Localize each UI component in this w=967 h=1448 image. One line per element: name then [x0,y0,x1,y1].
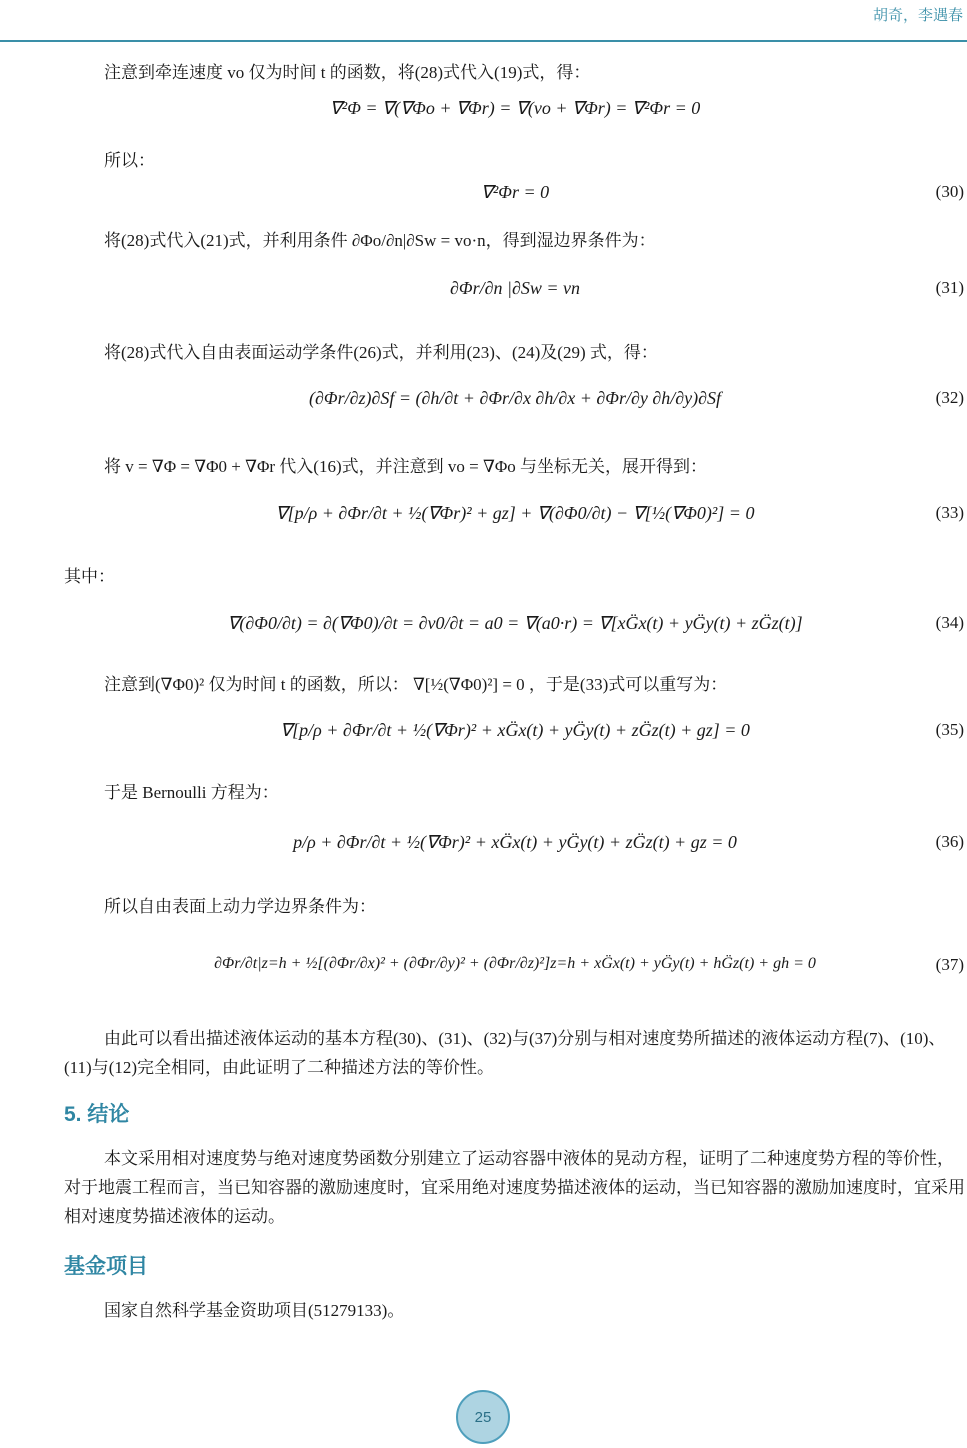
equation-36 [64,832,966,853]
equation-31 [64,278,966,299]
equation-text: (∂Φr/∂z)∂Sf = (∂h/∂t + ∂Φr/∂x ∂h/∂x + ∂Φr/∂y ∂h/∂y)∂Sf [308,388,722,408]
equation-number: (30) [935,182,964,201]
equation-33 [64,503,966,524]
equation-text: ∇²Φ = ∇(∇Φo + ∇Φr) = ∇(vo + ∇Φr) = ∇²Φr = 0 [329,98,701,118]
equation-text: ∇(∂Φ0/∂t) = ∂(∇Φ0)/∂t = ∂v0/∂t = a0 = ∇(a0·r) = ∇[xG̈x(t) + yG̈y(t) + zG̈z(t)] [227,613,803,633]
paragraph: 国家自然科学基金资助项目(51279133)。 [104,1301,405,1320]
equation-text: ∇[p/ρ + ∂Φr/∂t + ½(∇Φr)² + gz] + ∇(∂Φ0/∂t) − ∇[½(∇Φ0)²] = 0 [275,503,755,523]
equation-34 [64,613,966,634]
paragraph: 其中： [64,567,115,586]
section-heading: 5. 结论 [64,1103,130,1126]
paragraph: 本文采用相对速度势与绝对速度势函数分别建立了运动容器中液体的晃动方程，证明了二种速度势方程的等价性，对于地震工程而言，当已知容器的激励速度时，宜采用绝对速度势描述液体的运动，当已知容器的激励加速度时，宜采用相对速度势描述液体的运动。 [64,1149,965,1226]
equation-number: (35) [935,720,964,739]
equation-35 [64,720,966,741]
paragraph: 所以自由表面上动力学边界条件为： [104,897,376,916]
running-header-authors: 胡奇，李遇春 [872,8,963,24]
equation-number: (32) [935,388,964,407]
paragraph: 由此可以看出描述液体运动的基本方程(30)、(31)、(32)与(37)分别与相对速度势所描述的液体运动方程(7)、(10)、(11)与(12)完全相同，由此证明了二种描述方法的等价性。 [64,1029,946,1077]
equation-number: (37) [935,955,964,974]
page-number-badge [456,1390,510,1444]
equation-32 [64,388,966,409]
page-number: 25 [474,1408,492,1426]
equation-text: ∇[p/ρ + ∂Φr/∂t + ½(∇Φr)² + xG̈x(t) + yG̈y(t) + zG̈z(t) + gz] = 0 [280,720,750,740]
paragraph: 将(28)式代入自由表面运动学条件(26)式，并利用(23)、(24)及(29) 式，得： [104,343,658,362]
equation-number: (36) [935,832,964,851]
equation-text: ∂Φr/∂t|z=h + ½[(∂Φr/∂x)² + (∂Φr/∂y)² + (∂Φr/∂z)²]z=h + xG̈x(t) + yG̈y(t) + hG̈z(t) + gh = 0 [214,955,816,972]
equation [64,98,966,119]
paragraph: 将(28)式代入(21)式，并利用条件 ∂Φo/∂n|∂Sw = vo·n，得到湿边界条件为： [104,231,656,250]
paragraph: 注意到牵连速度 vo 仅为时间 t 的函数，将(28)式代入(19)式，得： [104,63,591,82]
section-heading: 基金项目 [64,1255,148,1278]
equation-37 [64,955,966,973]
equation-number: (31) [935,278,964,297]
paragraph: 注意到(∇Φ0)² 仅为时间 t 的函数，所以： ∇[½(∇Φ0)²] = 0 ，于是(33)式可以重写为： [104,675,728,694]
paragraph: 所以： [104,151,155,170]
equation-text: ∇²Φr = 0 [480,182,550,202]
equation-number: (34) [935,613,964,632]
header-rule [0,40,967,42]
equation-30 [64,182,966,203]
equation-number: (33) [935,503,964,522]
equation-text: ∂Φr/∂n |∂Sw = vn [450,278,580,298]
paragraph: 于是 Bernoulli 方程为： [104,783,279,802]
paragraph: 将 v = ∇Φ = ∇Φ0 + ∇Φr 代入(16)式，并注意到 vo = ∇Φo 与坐标无关，展开得到： [104,457,708,476]
equation-text: p/ρ + ∂Φr/∂t + ½(∇Φr)² + xG̈x(t) + yG̈y(t) + zG̈z(t) + gz = 0 [293,832,737,852]
